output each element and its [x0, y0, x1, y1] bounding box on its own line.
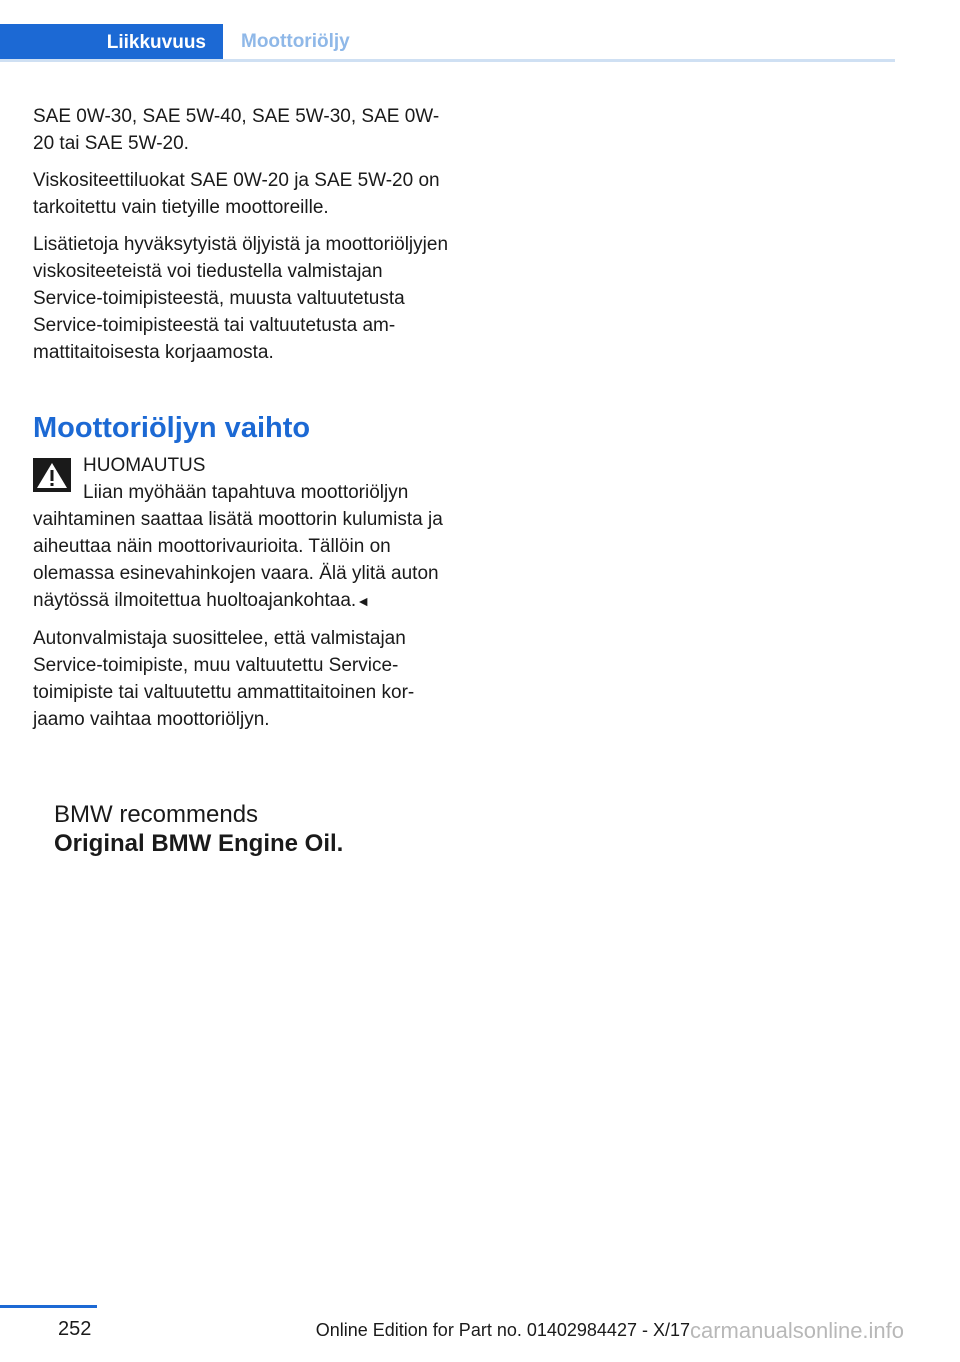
- warning-title: HUOMAUTUS: [83, 455, 206, 476]
- warning-block: [33, 452, 453, 615]
- end-mark-icon: ◄: [356, 593, 371, 609]
- edition-text: Online Edition for Part no. 01402984427 - X/17: [315, 1320, 690, 1340]
- recommend-line-2: Original BMW Engine Oil.: [54, 830, 344, 857]
- section-heading: Moottoriöljyn vaihto: [33, 412, 311, 444]
- tab-liikkuvuus-label: Liikkuvuus: [106, 32, 206, 53]
- paragraph-more-info: Lisätietoja hyväksytyistä öljyistä ja moottoriöljyjen viskositeeteistä voi tiedustella valmistajan Service-toimipisteestä, muusta valtuutetusta Service-toimipisteestä tai valtuutetusta ammattitaitoisesta korjaamosta.: [33, 234, 449, 363]
- warning-text: [33, 479, 453, 615]
- page-number: 252: [58, 1318, 92, 1340]
- tab-liikkuvuus[interactable]: [0, 24, 223, 62]
- warning-text-body: Liian myöhään tapahtuva moottoriöljyn vaihtaminen saattaa lisätä moottorin kulumista ja aiheuttaa näin moottorivaurioita. Tällöin on olemassa esinevahinkojen vaara. Älä ylitä auton näytössä ilmoitettua huoltoajankohtaa.: [33, 482, 443, 611]
- bmw-recommends-logo: [54, 800, 343, 858]
- header-divider: [0, 59, 895, 62]
- footer-accent-line: [0, 1305, 97, 1308]
- content-column: [33, 103, 453, 743]
- warning-triangle-icon: [33, 458, 71, 492]
- tab-moottorioljy-label: Moottoriöljy: [241, 30, 350, 52]
- tab-moottorioljy[interactable]: [241, 24, 350, 59]
- paragraph-viscosity-list: SAE 0W-30, SAE 5W-40, SAE 5W-30, SAE 0W-20 tai SAE 5W-20.: [33, 106, 440, 154]
- paragraph-viscosity-note: Viskositeettiluokat SAE 0W-20 ja SAE 5W-20 on tarkoitettu vain tietyille moottoreille.: [33, 170, 440, 218]
- recommend-line-1: BMW recommends: [54, 801, 259, 828]
- page-header: [0, 0, 895, 62]
- watermark: carmanualsonline.info: [690, 1318, 905, 1343]
- paragraph-recommendation: Autonvalmistaja suosittelee, että valmistajan Service-toimipiste, muu valtuutettu Service-toimipiste tai valtuutettu ammattitaitoinen korjaamo vaihtaa moottoriöljyn.: [33, 628, 415, 730]
